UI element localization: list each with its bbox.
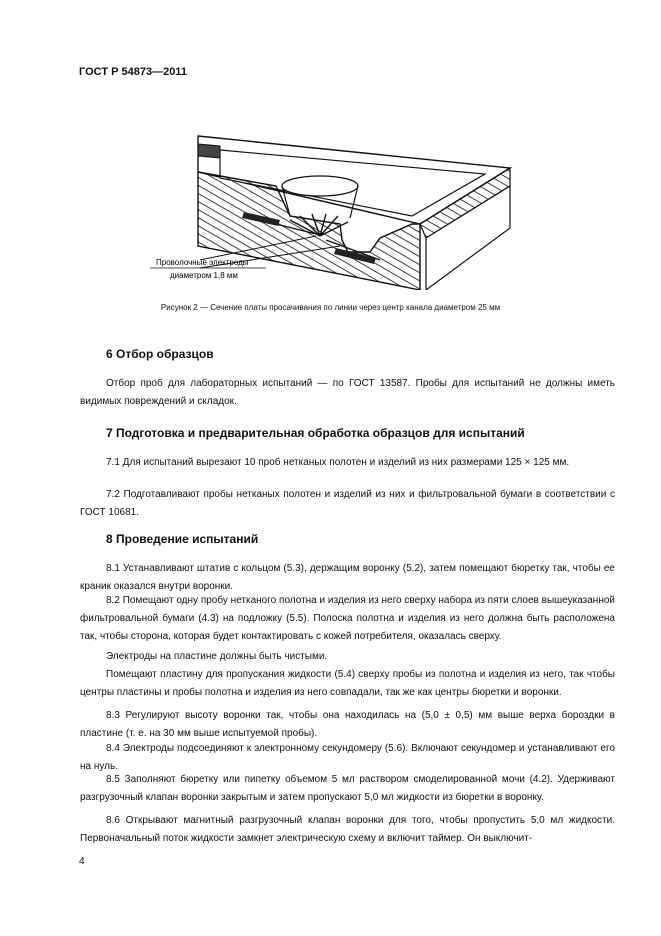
section-7-paragraph-1: 7.1 Для испытаний вырезают 10 проб нетканых полотен и изделий из них размерами 125 × 125 мм.: [106, 457, 570, 468]
section-6-title: 6 Отбор образцов: [106, 347, 214, 361]
figure-label-line2: диаметром 1,8 мм: [170, 271, 238, 280]
channel-opening: [282, 176, 358, 196]
section-8-paragraph-1: 8.1 Устанавливают штатив с кольцом (5.3), держащим воронку (5.2), затем помещают бюретку так, чтобы ее краник оказался внутри воронки.: [80, 563, 615, 592]
section-6-paragraph: Отбор проб для лабораторных испытаний — по ГОСТ 13587. Пробы для испытаний не должны иметь видимых повреждений и складок.: [80, 378, 615, 407]
section-7-paragraph-2: 7.2 Подготавливают пробы нетканых полотен и изделий из них и фильтровальной бумаги в соответствии с ГОСТ 10681.: [80, 489, 615, 518]
page-number: 4: [79, 856, 85, 867]
section-8-paragraph-5: 8.3 Регулируют высоту воронки так, чтобы она находилась на (5,0 ± 0,5) мм выше верха бороздки в пластине (т. е. на 30 мм выше испытуемой пробы).: [80, 710, 615, 739]
document-header: ГОСТ Р 54873—2011: [79, 66, 187, 78]
figure-caption: Рисунок 2 — Сечение платы просачивания по линии через центр канала диаметром 25 мм: [160, 303, 501, 312]
section-8-paragraph-6: 8.4 Электроды подсоединяют к электронному секундомеру (5.6). Включают секундомер и устанавливают его на нуль.: [80, 743, 615, 772]
section-8-paragraph-8: 8.6 Открывают магнитный разгрузочный клапан воронки для того, чтобы пропустить 5,0 мл жидкости. Первоначальный поток жидкости замкнет электрическую схему и включит таймер. Он выключит-: [80, 815, 615, 844]
section-7-title: 7 Подготовка и предварительная обработка образцов для испытаний: [106, 426, 525, 440]
figure-label-line1: Проволочные электроды: [156, 258, 249, 267]
section-8-title: 8 Проведение испытаний: [106, 532, 259, 546]
section-8-paragraph-7: 8.5 Заполняют бюретку или пипетку объемом 5 мл раствором смоделированной мочи (4.2). Удерживают разгрузочный клапан воронки закрытым и затем пропускают 5,0 мл жидкости из бюретки в воронку.: [80, 774, 615, 803]
section-8-paragraph-3: Электроды на пластине должны быть чистыми.: [106, 651, 328, 662]
plate-cross-section-figure: [140, 128, 560, 290]
section-8-paragraph-4: Помещают пластину для пропускания жидкости (5.4) сверху пробы из полотна и изделия из него, так чтобы центры пластины и пробы полотна и изделия из него совпадали, так же как центры бюретки и воронки.: [80, 669, 615, 698]
section-8-paragraph-2: 8.2 Помещают одну пробу нетканого полотна и изделия из него сверху набора из пяти слоев вышеуказанной фильтровальной бумаги (4.3) на подложку (5.5). Полоска полотна и изделия из него должна быть расположена так, чтобы сторона, которая будет контактировать с кожей потребителя, оказалась сверху.: [80, 595, 615, 642]
